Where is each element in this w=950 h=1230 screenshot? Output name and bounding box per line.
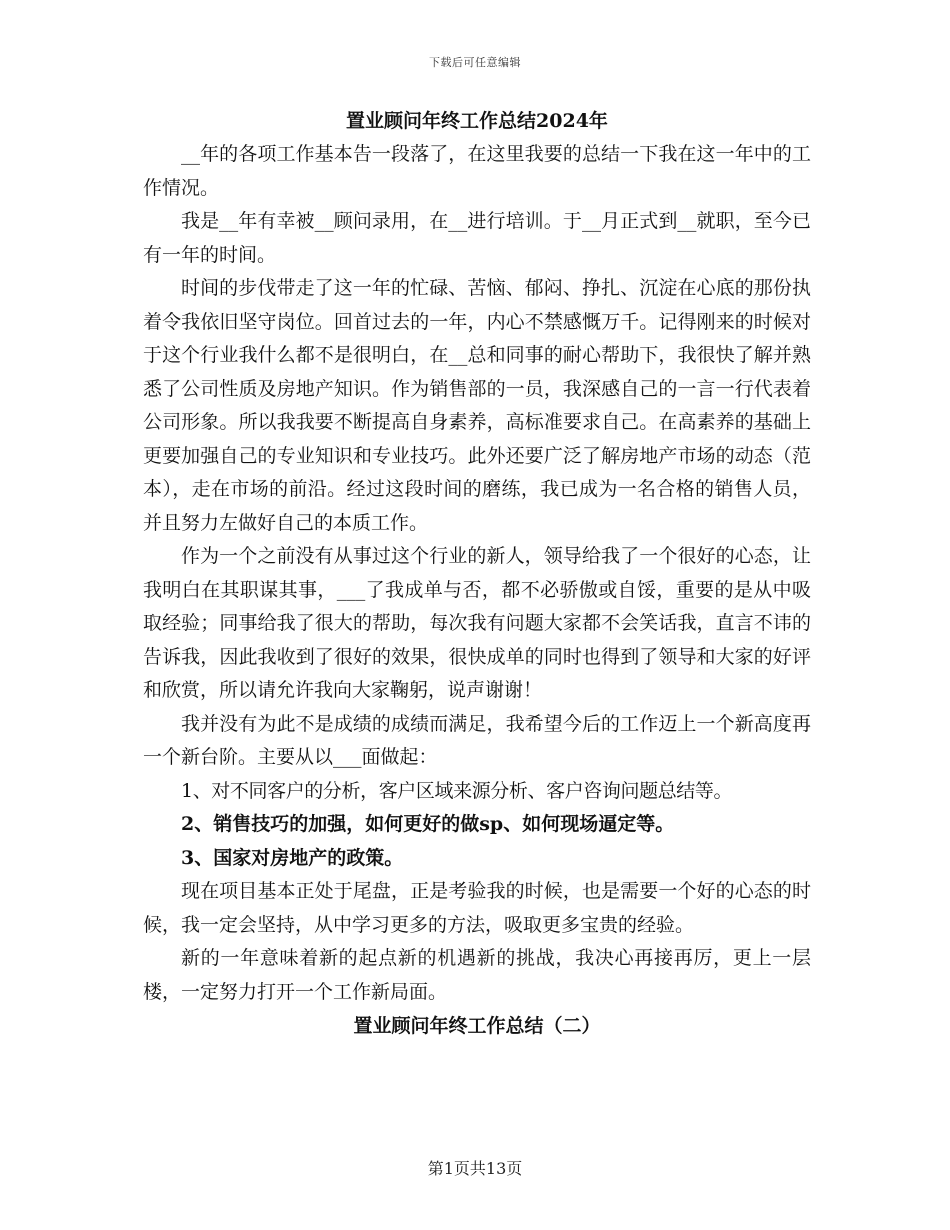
paragraph-current-project: 现在项目基本正处于尾盘，正是考验我的时候，也是需要一个好的心态的时候，我一定会坚持，从中学习更多的方法，吸取更多宝贵的经验。 <box>143 880 811 936</box>
list-item-1: 1、对不同客户的分析，客户区域来源分析、客户咨询问题总结等。 <box>181 779 733 802</box>
paragraph-reflection: 时间的步伐带走了这一年的忙碌、苦恼、郁闷、挣扎、沉淀在心底的那份执着令我依旧坚守岗位。回首过去的一年，内心不禁感慨万千。记得刚来的时候对于这个行业我什么都不是很明白，在__总和同事的耐心帮助下，我很快了解并熟悉了公司性质及房地产知识。作为销售部的一员，我深感自己的一言一行代表着公司形象。所以我我要不断提高自身素养，高标准要求自己。在高素养的基础上更要加强自己的专业知识和专业技巧。此外还要广泛了解房地产市场的动态（范本），走在市场的前沿。经过这段时间的磨练，我已成为一名合格的销售人员，并且努力左做好自己的本质工作。 <box>143 277 811 534</box>
document-title: 置业顾问年终工作总结2024年 <box>346 110 608 132</box>
paragraph-goals: 我并没有为此不是成绩的成绩而满足，我希望今后的工作迈上一个新高度再一个新台阶。主要从以___面做起： <box>143 712 811 768</box>
list-item-3: 3、国家对房地产的政策。 <box>181 846 404 869</box>
paragraph-employment: 我是__年有幸被__顾问录用，在__进行培训。于__月正式到__就职，至今已有一年的时间。 <box>143 210 811 266</box>
section-title-2: 置业顾问年终工作总结（二） <box>353 1015 601 1037</box>
paragraph-intro: __年的各项工作基本告一段落了，在这里我要的总结一下我在这一年中的工作情况。 <box>143 143 811 199</box>
header-note: 下载后可任意编辑 <box>429 56 521 69</box>
paragraph-gratitude: 作为一个之前没有从事过这个行业的新人，领导给我了一个很好的心态，让我明白在其职谋其事，___了我成单与否，都不必骄傲或自馁，重要的是从中吸取经验；同事给我了很大的帮助，每次我有问题大家都不会笑话我，直言不讳的告诉我，因此我收到了很好的效果，很快成单的同时也得到了领导和大家的好评和欣赏，所以请允许我向大家鞠躬，说声谢谢！ <box>143 545 811 701</box>
document-body <box>143 104 811 1043</box>
list-item-2: 2、销售技巧的加强，如何更好的做sp、如何现场逼定等。 <box>181 813 675 835</box>
paragraph-new-year: 新的一年意味着新的起点新的机遇新的挑战，我决心再接再厉，更上一层楼，一定努力打开一个工作新局面。 <box>143 947 811 1003</box>
page-number: 第1页共13页 <box>427 1159 523 1178</box>
